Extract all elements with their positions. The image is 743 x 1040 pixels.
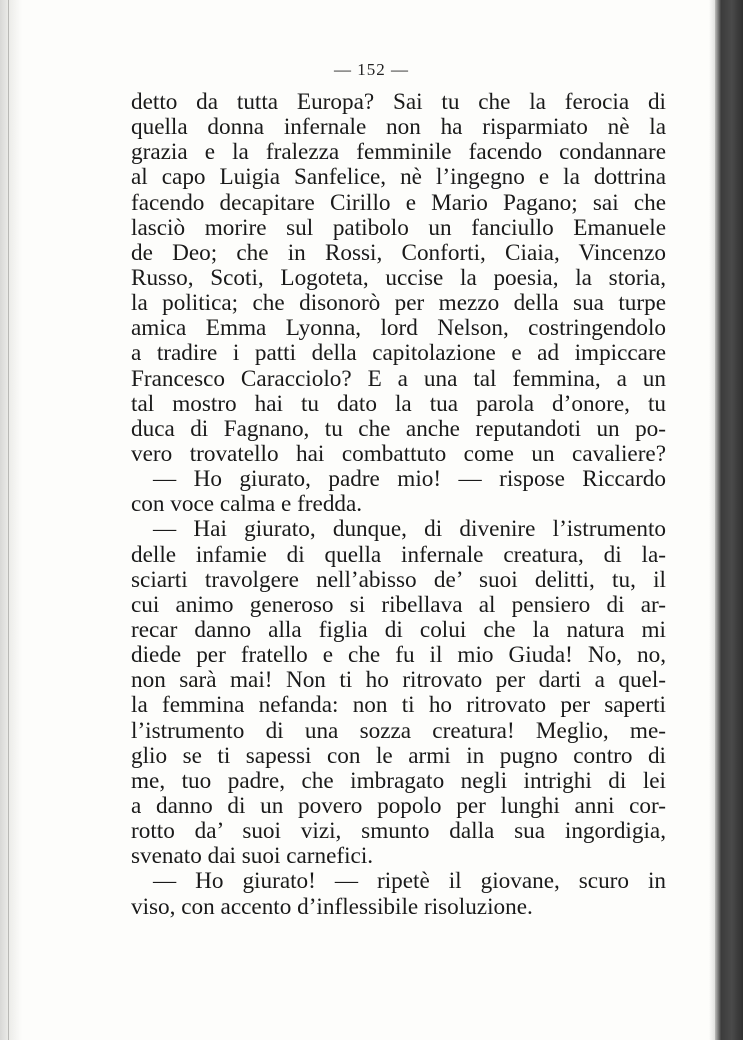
body-text <box>131 90 666 920</box>
text-line: detto da tutta Europa? Sai tu che la ferocia di <box>131 89 666 115</box>
text-line: con voce calma e fredda. <box>131 491 363 518</box>
text-line: a tradire i patti della capitolazione e ad impiccare <box>131 340 666 367</box>
book-edge <box>715 0 743 1040</box>
text-line: sciarti travolgere nell’abisso de’ suoi delitti, tu, il <box>131 566 666 593</box>
binding-gutter <box>0 0 22 1040</box>
text-line: facendo decapitare Cirillo e Mario Pagano; sai che <box>131 189 666 216</box>
text-line: amica Emma Lyonna, lord Nelson, costringendolo <box>131 315 666 342</box>
text-line: al capo Luigia Sanfelice, nè l’ingegno e la dottrina <box>131 164 666 191</box>
text-line: la politica; che disonorò per mezzo della sua turpe <box>131 290 666 317</box>
text-line: la femmina nefanda: non ti ho ritrovato per saperti <box>131 692 666 719</box>
gutter-line <box>8 0 9 1040</box>
text-line: Russo, Scoti, Logoteta, uccise la poesia, la storia, <box>131 264 666 291</box>
text-line: tal mostro hai tu dato la tua parola d’onore, tu <box>131 390 666 417</box>
text-line: svenato dai suoi carnefici. <box>131 843 374 870</box>
text-line: grazia e la fralezza femminile facendo condannare <box>131 139 666 166</box>
text-line: delle infamie di quella infernale creatura, di la- <box>131 541 666 568</box>
text-line: cui animo generoso si ribellava al pensiero di ar- <box>131 591 666 618</box>
text-line: — Ho giurato! — ripetè il giovane, scuro in <box>153 868 666 895</box>
text-line: glio se ti sapessi con le armi in pugno contro di <box>131 742 666 769</box>
text-line: de Deo; che in Rossi, Conforti, Ciaia, Vincenzo <box>131 239 666 266</box>
text-line: recar danno alla figlia di colui che la natura mi <box>131 616 666 643</box>
text-line: diede per fratello e che fu il mio Giuda! No, no, <box>131 642 666 669</box>
text-line: rotto da’ suoi vizi, smunto dalla sua ingordigia, <box>131 818 666 845</box>
text-line: — Ho giurato, padre mio! — rispose Riccardo <box>153 466 666 493</box>
text-line: viso, con accento d’inflessibile risoluzione. <box>131 893 533 920</box>
text-line: l’istrumento di una sozza creatura! Meglio, me- <box>131 717 666 744</box>
text-line: Francesco Caracciolo? E a una tal femmina, a un <box>131 365 666 392</box>
text-line: a danno di un povero popolo per lunghi anni cor- <box>131 792 666 819</box>
text-line: me, tuo padre, che imbragato negli intrighi di lei <box>131 767 666 794</box>
text-line: quella donna infernale non ha risparmiato nè la <box>131 114 666 141</box>
text-line: non sarà mai! Non ti ho ritrovato per darti a quel- <box>131 667 666 694</box>
text-line: duca di Fagnano, tu che anche reputandoti un po- <box>131 415 666 442</box>
text-line: vero trovatello hai combattuto come un cavaliere? <box>131 440 666 467</box>
page-number: — 152 — <box>334 60 409 79</box>
text-line: lasciò morire sul patibolo un fanciullo Emanuele <box>131 214 666 241</box>
text-line: — Hai giurato, dunque, di divenire l’istrumento <box>153 516 666 543</box>
